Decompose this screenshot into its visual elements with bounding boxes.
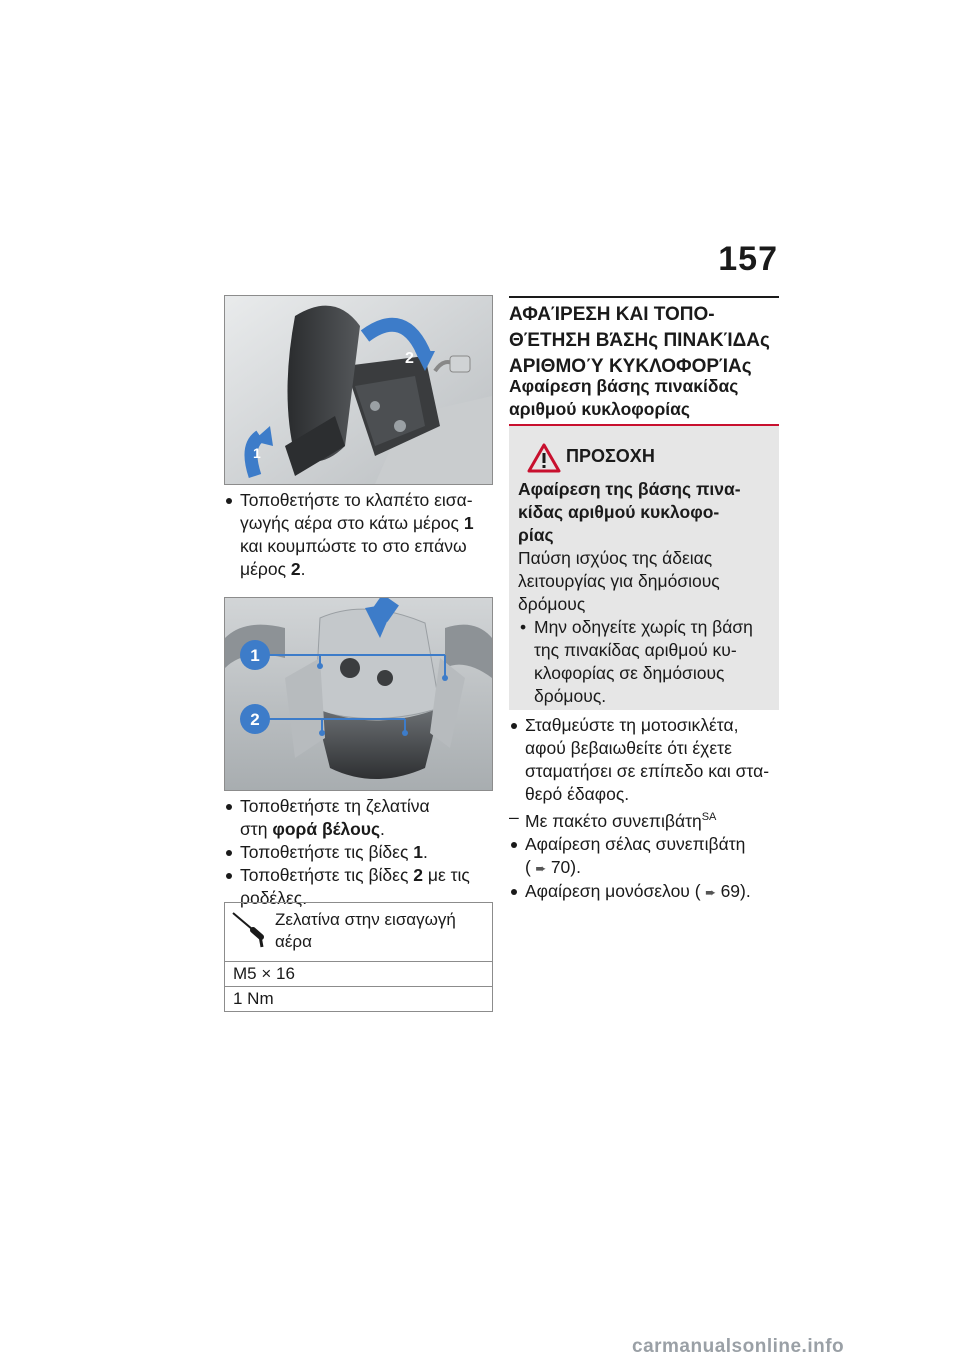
step-remove-single-seat: Αφαίρεση μονόσελου ( ➨ 69).: [509, 880, 781, 904]
warning-consequence: Παύση ισχύος της άδειας λειτουργίας για δημόσιους δρόμους: [518, 548, 720, 614]
page-ref-arrow-icon: ➨: [705, 885, 717, 900]
step-install-flap: Τοποθετήστε το κλαπέτο εισα- γωγής αέρα στο κάτω μέρος 1 και κουμπώστε το στο επάνω μέρος 2.: [224, 489, 491, 581]
page-ref-69[interactable]: 69).: [720, 881, 751, 901]
torque-spec-table: [224, 902, 493, 1012]
page-number: 157: [718, 240, 778, 278]
right-steps: [509, 714, 781, 904]
callout-label-1: [253, 445, 261, 461]
torque-wrench-icon: [229, 909, 269, 951]
sa-superscript: SA: [701, 811, 717, 823]
subsection-heading: Αφαίρεση βάσης πινακίδας αριθμού κυκλοφορίας: [509, 376, 739, 419]
optional-equipment-line: – Με πακέτο συνεπιβάτη$^{SA}$: [509, 806, 781, 833]
warning-instruction: • Μην οδηγείτε χωρίς τη βάση της πινακίδας αριθμού κυ- κλοφορίας σε δημόσιους δρόμους.: [518, 616, 773, 708]
warning-label: ΠΡΟΣΟΧΗ: [566, 446, 655, 466]
spec-screw-size: M5 × 16: [225, 961, 492, 986]
page-ref-70[interactable]: 70).: [550, 857, 581, 877]
left-steps-bottom: [224, 795, 491, 910]
page-ref-arrow-icon: ➨: [535, 861, 547, 876]
step-install-screws-1: Τοποθετήστε τις βίδες 1.: [224, 841, 491, 864]
photo-windscreen-screws: [224, 597, 493, 791]
left-steps-top: [224, 489, 491, 581]
callout-label-1: 1: [250, 646, 260, 665]
section-heading: ΑΦΑΊΡΕΣΗ ΚΑΙ ΤΟΠΟ- ΘΈΤΗΣΗ ΒΆΣΗς ΠΙΝΑΚΊΔΑς ΑΡΙΘΜΟΎ ΚΥΚΛΟΦΟΡΊΑς: [509, 296, 779, 380]
step-remove-pillion-seat: Αφαίρεση σέλας συνεπιβάτη ( ➨ 70).: [509, 833, 781, 880]
spec-title-line2: αέρα: [275, 932, 312, 951]
warning-title: Αφαίρεση της βάσης πινα- κίδας αριθμού κυκλοφο- ρίας: [518, 479, 741, 545]
callout-label-2: 2: [250, 710, 260, 729]
warning-triangle-icon: [527, 443, 561, 473]
callout-label-2: [405, 350, 414, 367]
step-install-screws-2: Τοποθετήστε τις βίδες 2 με τις ροδέλες.: [224, 864, 491, 910]
spec-title-line1: Ζελατίνα στην εισαγωγή: [275, 910, 456, 929]
spec-torque: 1 Nm: [225, 986, 492, 1011]
step-park-motorcycle: Σταθμεύστε τη μοτοσικλέτα, αφού βεβαιωθείτε ότι έχετε σταματήσει σε επίπεδο και στα- θερό έδαφος.: [509, 714, 781, 806]
step-install-windscreen: Τοποθετήστε τη ζελατίνα στη φορά βέλους.: [224, 795, 491, 841]
warning-box: [509, 424, 779, 710]
watermark[interactable]: carmanualsonline.info: [632, 1336, 845, 1357]
photo-air-intake-flap: [224, 295, 493, 485]
svg-text:1: 1: [253, 445, 261, 461]
svg-text:2: 2: [405, 350, 414, 367]
